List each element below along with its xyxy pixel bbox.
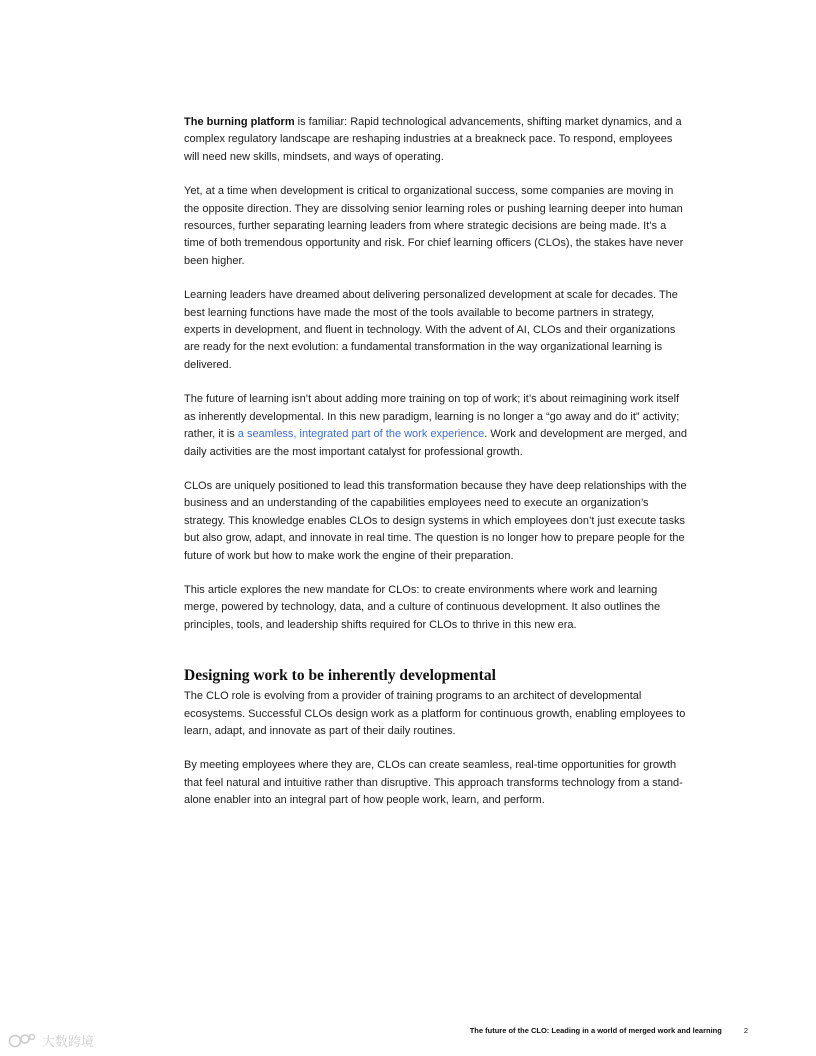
paragraph-2: Yet, at a time when development is critical to organizational success, some companies are moving in the opposite direction. They are dissolving senior learning roles or pushing learning deeper into human resources, further separating learning leaders from where strategic decisions are being made. It’s a time of both tremendous opportunity and risk. For chief learning officers (CLOs), the stakes have never been higher. bbox=[184, 185, 684, 267]
paragraph-6: This article explores the new mandate for CLOs: to create environments where work and learning merge, powered by technology, data, and a culture of continuous development. It also outlines the principles, tools, and leadership shifts required for CLOs to thrive in this new era. bbox=[184, 583, 661, 631]
paragraph-7: The CLO role is evolving from a provider of training programs to an architect of developmental ecosystems. Successful CLOs design work as a platform for continuous growth, enabling employees to learn, adapt, and innovate as part of their daily routines. bbox=[184, 690, 686, 737]
watermark-text: 大数跨境 bbox=[42, 1034, 95, 1049]
page-number: 2 bbox=[743, 1026, 748, 1035]
paragraph-4 bbox=[184, 391, 689, 461]
watermark bbox=[8, 1031, 94, 1050]
paragraph-5: CLOs are uniquely positioned to lead this transformation because they have deep relationships with the business and an understanding of the capabilities employees need to execute an organization’s strategy. This knowledge enables CLOs to design systems in which employees don’t just execute tasks but also grow, adapt, and innovate in real time. The question is no longer how to prepare people for the future of work but how to make work the engine of their preparation. bbox=[184, 479, 687, 562]
paragraph-4-text-before: The future of learning isn’t about adding more training on top of work; it’s about reimagining work itself as inherently developmental. In this new paradigm, learning is no longer a “go away and do it” activity; rather, it is bbox=[184, 393, 680, 441]
paragraph-1 bbox=[184, 114, 689, 166]
paragraph-1-lead: The burning platform bbox=[184, 116, 295, 128]
paragraph-8: By meeting employees where they are, CLOs can create seamless, real-time opportunities for growth that feel natural and intuitive rather than disruptive. This approach transforms technology from a stand-alone enabler into an integral part of how people work, learn, and perform. bbox=[184, 759, 683, 807]
section-heading: Designing work to be inherently developmental bbox=[184, 667, 496, 685]
article-body bbox=[184, 114, 689, 827]
integrated-work-experience-link[interactable]: a seamless, integrated part of the work experience bbox=[237, 428, 485, 441]
footer-title: The future of the CLO: Leading in a world of merged work and learning bbox=[469, 1026, 722, 1035]
paragraph-3: Learning leaders have dreamed about delivering personalized development at scale for decades. The best learning functions have made the most of the tools available to become partners in strategy, experts in development, and fluent in technology. With the advent of AI, CLOs and their organizations are ready for the next evolution: a fundamental transformation in the way organizational learning is delivered. bbox=[184, 289, 678, 371]
paragraph-1-text: is familiar: Rapid technological advancements, shifting market dynamics, and a complex regulatory landscape are reshaping industries at a breakneck pace. To respond, employees will need new skills, mindsets, and ways of operating. bbox=[184, 116, 682, 163]
page-footer bbox=[470, 1026, 748, 1035]
watermark-logo-icon bbox=[8, 1032, 38, 1050]
paragraph-4-text-after: . Work and development are merged, and daily activities are the most important catalyst for professional growth. bbox=[184, 428, 688, 458]
